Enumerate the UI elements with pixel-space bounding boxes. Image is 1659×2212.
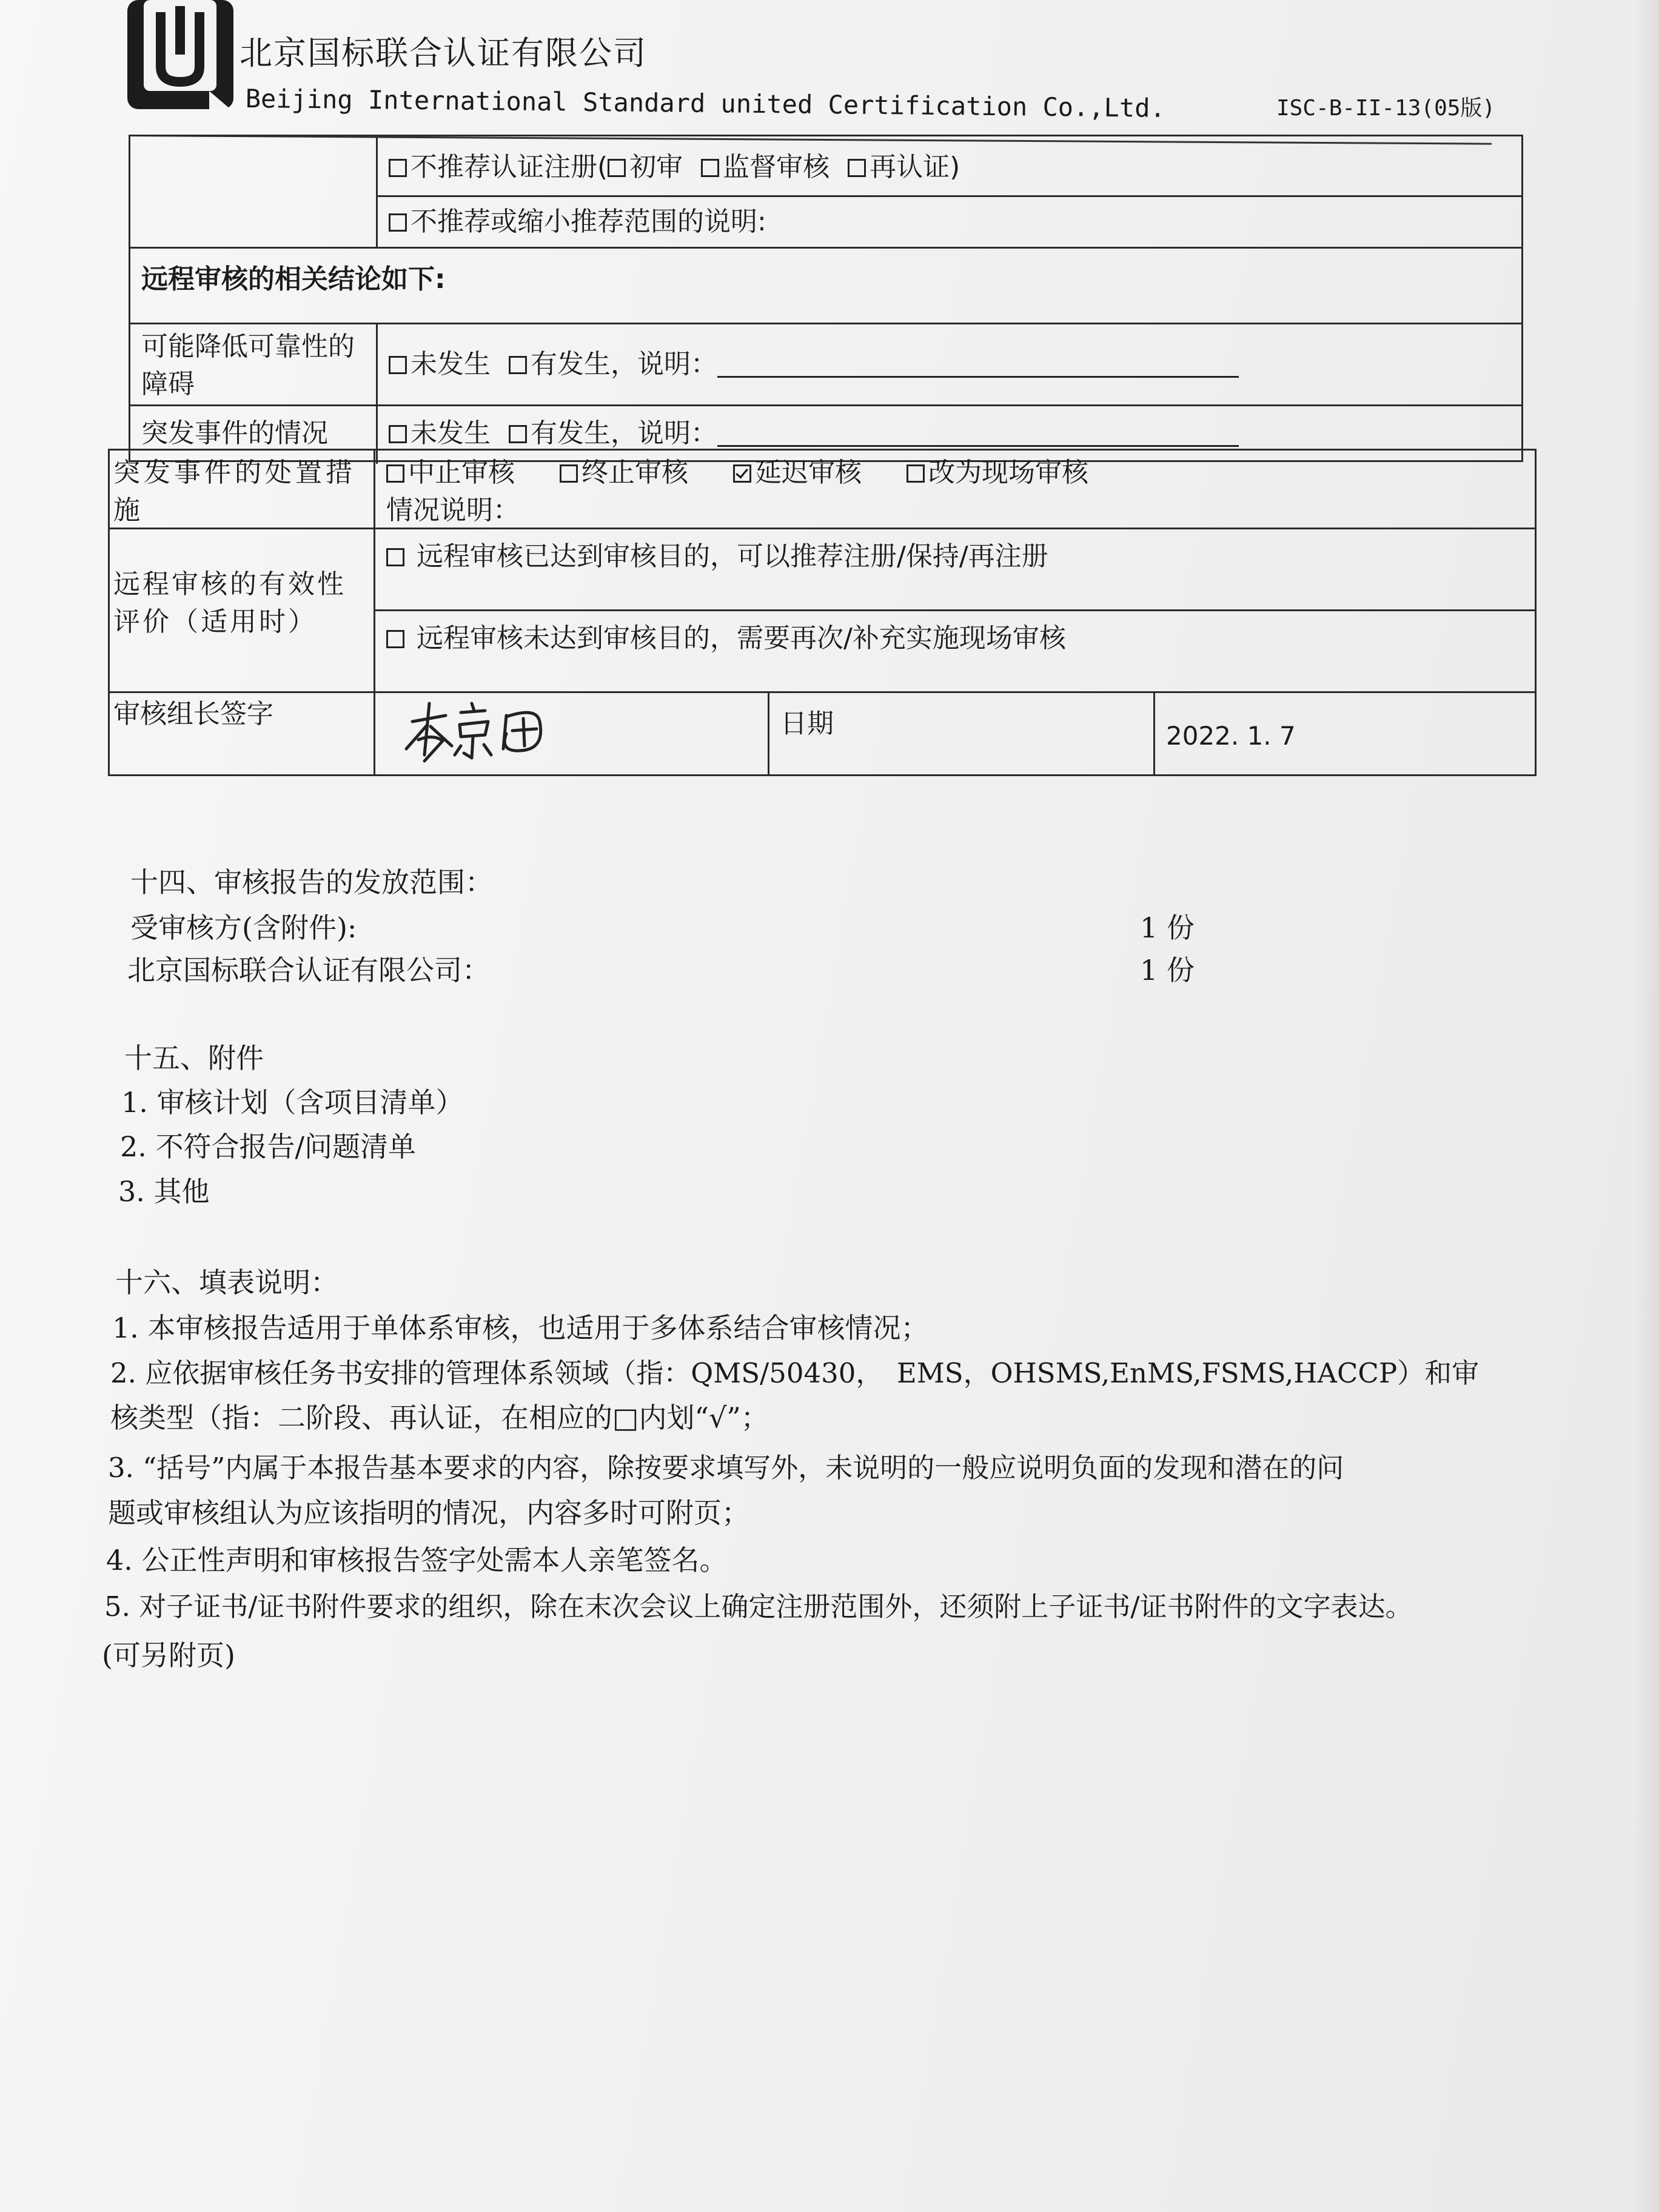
delay-audit-checkbox[interactable] [733,464,751,483]
achieved-checkbox[interactable] [386,548,404,566]
company-name-en: Beijing International Standard united Certification Co.,Ltd. [245,84,1166,123]
obstacle-explain-field[interactable] [717,352,1239,378]
section16-title: 十六、填表说明： [115,1266,338,1299]
instruction-line-4: 3. “括号”内属于本报告基本要求的内容，除按要求填写外，未说明的一般应说明负面的发现和潜在的问 [108,1452,1344,1484]
remote-conclusion-cell: 远程审核的相关结论如下: [130,249,1521,324]
leader-sign-label-cell: 审核组长签字 [110,693,375,774]
section14-item2-count: 1 份 [1140,954,1195,987]
effectiveness-achieved-cell: 远程审核已达到审核目的，可以推荐注册/保持/再注册 [375,529,1535,611]
recert-checkbox[interactable] [848,159,866,177]
conclusion-table-top [129,135,1523,462]
obstacle-yes-checkbox[interactable] [509,356,527,374]
blank-left-cell [130,136,378,249]
instruction-line-8: (可另附页) [102,1639,235,1672]
date-label-cell: 日期 [769,693,1155,774]
company-logo [124,0,236,112]
scope-note-cell: 不推荐或缩小推荐范围的说明: [378,197,1521,249]
onsite-audit-checkbox[interactable] [907,464,925,483]
not-achieved-checkbox[interactable] [386,630,404,648]
handling-label-cell: 突发事件的处置措施 [110,451,375,529]
surveillance-audit-checkbox[interactable] [701,159,719,177]
instruction-line-2: 2. 应依据审核任务书安排的管理体系领域（指：QMS/50430， EMS，OHSMS,EnMS,FSMS,HACCP）和审 [110,1357,1480,1389]
section15-title: 十五、附件 [124,1042,264,1074]
obstacle-none-checkbox[interactable] [389,356,407,374]
instruction-line-6: 4. 公正性声明和审核报告签字处需本人亲笔签名。 [106,1544,728,1577]
effectiveness-not-achieved-cell: 远程审核未达到审核目的，需要再次/补充实施现场审核 [375,611,1535,693]
terminate-audit-checkbox[interactable] [560,464,578,483]
emergency-label-cell: 突发事件的情况 [130,406,378,464]
attachment-item-1: 1. 审核计划（含项目清单） [121,1086,464,1119]
emergency-explain-field[interactable] [717,421,1239,447]
conclusion-table-bottom [108,449,1537,776]
instruction-line-7: 5. 对子证书/证书附件要求的组织，除在末次会议上确定注册范围外，还须附上子证书/证书附件的文字表达。 [104,1590,1413,1623]
obstacle-options-cell: 未发生 有发生，说明： [378,324,1521,406]
attachment-item-3: 3. 其他 [118,1175,210,1208]
not-recommend-cell: 不推荐认证注册( 初审 监督审核 再认证) [378,136,1521,197]
effectiveness-label-cell: 远程审核的有效性评价（适用时） [110,529,375,693]
section14-item2-label: 北京国标联合认证有限公司： [127,954,490,987]
emergency-options-cell: 未发生 有发生，说明： [378,406,1521,464]
leader-signature [400,697,570,764]
emergency-yes-checkbox[interactable] [509,425,527,443]
initial-audit-checkbox[interactable] [608,159,626,177]
obstacle-label-cell: 可能降低可靠性的障碍 [130,324,378,406]
instruction-line-3: 核类型（指：二阶段、再认证，在相应的□内划“√”； [110,1401,769,1434]
date-value-cell: 2022. 1. 7 [1166,721,1296,751]
instruction-line-5: 题或审核组认为应该指明的情况，内容多时可附页； [108,1496,749,1529]
scope-note-checkbox[interactable] [389,213,407,232]
stop-audit-checkbox[interactable] [386,464,404,483]
section14-title: 十四、审核报告的发放范围： [130,866,493,899]
emergency-none-checkbox[interactable] [389,425,407,443]
document-code: ISC-B-II-13(05版) [1276,96,1496,121]
not-recommend-checkbox[interactable] [389,159,407,177]
handling-note: 情况说明： [386,495,520,526]
instruction-line-1: 1. 本审核报告适用于单体系审核，也适用于多体系结合审核情况； [112,1312,929,1344]
section14-item1-label: 受审核方(含附件): [130,911,357,944]
attachment-item-2: 2. 不符合报告/问题清单 [120,1130,417,1163]
handling-options-cell: 中止审核 终止审核 延迟审核 改为现场审核 情况说明： [375,451,1535,529]
section14-item1-count: 1 份 [1140,911,1195,944]
company-name-cn: 北京国标联合认证有限公司 [240,34,647,72]
